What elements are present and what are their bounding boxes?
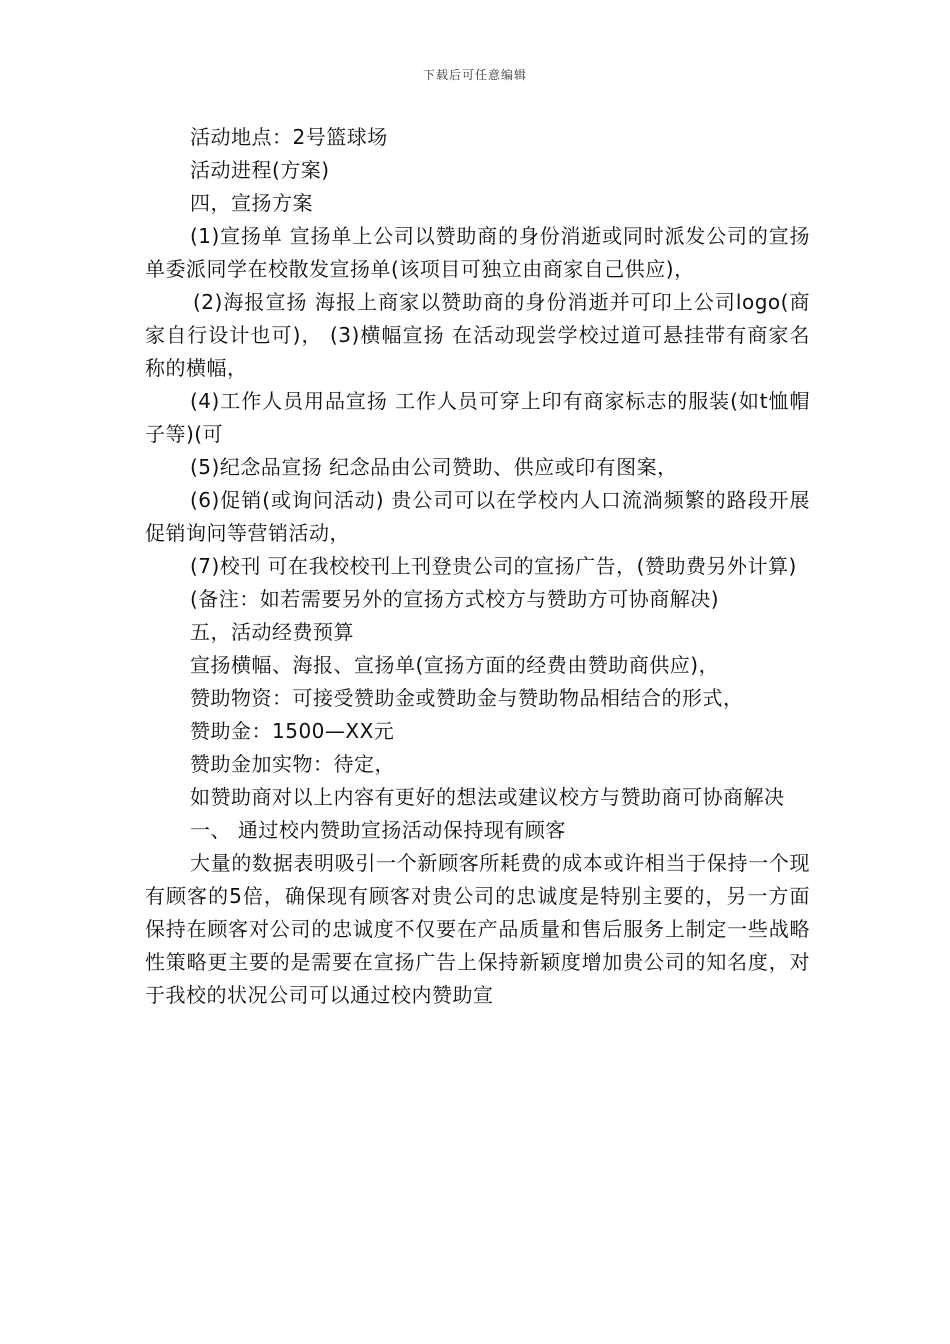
paragraph-customer-retention: 大量的数据表明吸引一个新顾客所耗费的成本或许相当于保持一个现有顾客的5倍，确保现有顾客对贵公司的忠诚度是特别主要的，另一方面保持在顾客对公司的忠诚度不仅要在产品质量和售后服务上制定一些战略性策略更主要的是需要在宣扬广告上保持新颖度增加贵公司的知名度，对于我校的状况公司可以通过校内赞助宣 bbox=[145, 851, 810, 1007]
heading-section-five: 五，活动经费预算 bbox=[190, 620, 354, 644]
paragraph-item-2-3: (2)海报宣扬 海报上商家以赞助商的身份消逝并可印上公司logo(商家自行设计也可)， (3)横幅宣扬 在活动现尝学校过道可悬挂带有商家名称的横幅， bbox=[145, 290, 810, 380]
heading-section-four: 四，宣扬方案 bbox=[190, 191, 313, 215]
heading-retain-customers: 一、 通过校内赞助宣扬活动保持现有顾客 bbox=[190, 818, 566, 842]
paragraph-venue: 活动地点：2号篮球场 bbox=[190, 125, 388, 149]
paragraph-sponsor-funds: 赞助金：1500—XX元 bbox=[190, 719, 395, 743]
paragraph-progress: 活动进程(方案) bbox=[190, 158, 330, 182]
paragraph-item-4: (4)工作人员用品宣扬 工作人员可穿上印有商家标志的服装(如t恤帽子等)(可 bbox=[145, 389, 810, 446]
paragraph-funds-plus-goods: 赞助金加实物：待定， bbox=[190, 752, 395, 776]
page-header: 下载后可任意编辑 bbox=[422, 68, 527, 82]
paragraph-item-5: (5)纪念品宣扬 纪念品由公司赞助、供应或印有图案， bbox=[190, 455, 678, 479]
paragraph-budget-items: 宣扬横幅、海报、宣扬单(宣扬方面的经费由赞助商供应)， bbox=[190, 653, 720, 677]
paragraph-item-6: (6)促销(或询问活动) 贵公司可以在学校内人口流淌频繁的路段开展促销询问等营销活动， bbox=[145, 488, 810, 545]
paragraph-sponsor-materials: 赞助物资：可接受赞助金或赞助金与赞助物品相结合的形式， bbox=[190, 686, 744, 710]
paragraph-item-7: (7)校刊 可在我校校刊上刊登贵公司的宣扬广告，(赞助费另外计算) bbox=[190, 554, 797, 578]
paragraph-negotiation: 如赞助商对以上内容有更好的想法或建议校方与赞助商可协商解决 bbox=[190, 785, 785, 809]
document-body bbox=[145, 121, 810, 1012]
paragraph-item-1: (1)宣扬单 宣扬单上公司以赞助商的身份消逝或同时派发公司的宣扬单委派同学在校散发宣扬单(该项目可独立由商家自己供应)， bbox=[145, 224, 810, 281]
paragraph-note: (备注：如若需要另外的宣扬方式校方与赞助方可协商解决) bbox=[190, 587, 720, 611]
